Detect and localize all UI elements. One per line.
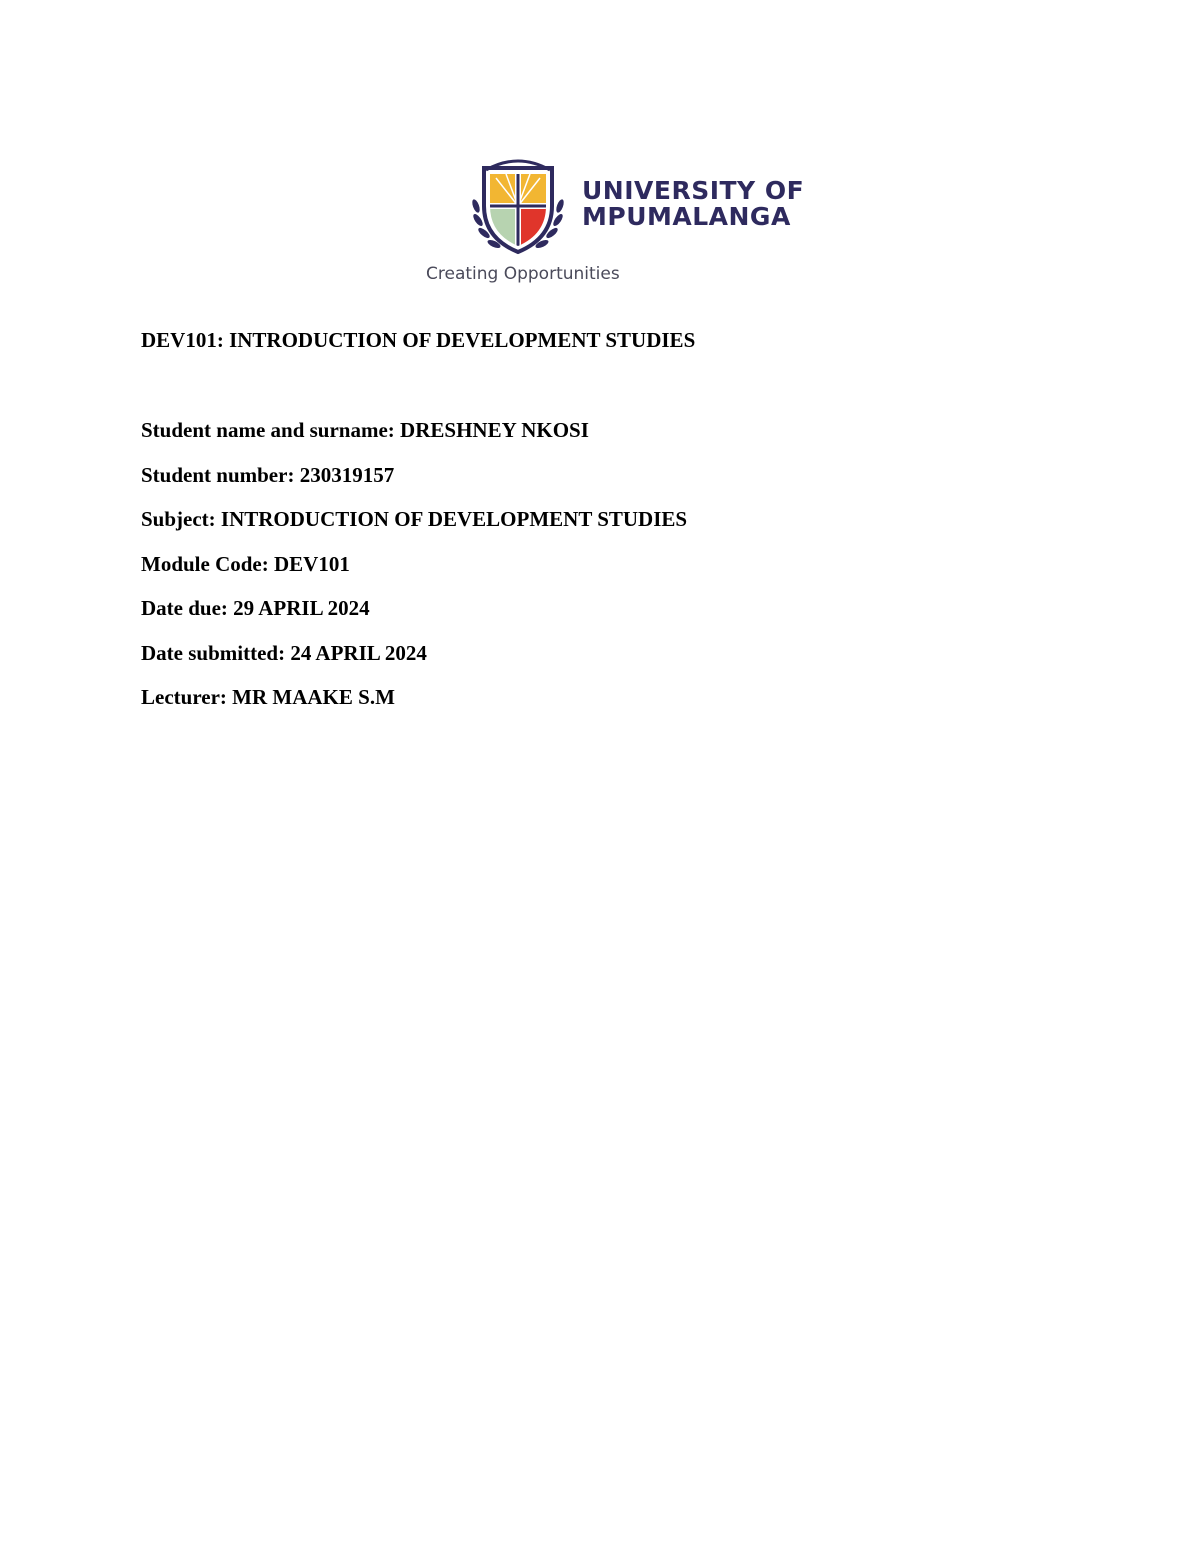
university-crest-icon — [466, 158, 570, 258]
field-student-number — [141, 463, 394, 488]
field-label: Date submitted: — [141, 641, 286, 665]
field-value: 230319157 — [299, 463, 395, 487]
field-label: Student number: — [141, 463, 295, 487]
university-name — [582, 178, 804, 230]
field-value: 29 APRIL 2024 — [233, 596, 370, 620]
field-value: MR MAAKE S.M — [232, 685, 395, 709]
field-value: DRESHNEY NKOSI — [400, 418, 589, 442]
field-subject — [141, 507, 687, 532]
field-date-submitted — [141, 641, 427, 666]
field-module-code — [141, 552, 350, 577]
field-label: Date due: — [141, 596, 228, 620]
field-value: DEV101 — [274, 552, 350, 576]
field-date-due — [141, 596, 370, 621]
field-value: 24 APRIL 2024 — [290, 641, 427, 665]
university-name-line1: UNIVERSITY OF — [582, 176, 805, 205]
university-tagline: Creating Opportunities — [426, 264, 620, 284]
university-name-line2: MPUMALANGA — [582, 202, 791, 231]
field-label: Student name and surname: — [141, 418, 395, 442]
document-title: DEV101: INTRODUCTION OF DEVELOPMENT STUDIES — [141, 328, 696, 352]
field-value: INTRODUCTION OF DEVELOPMENT STUDIES — [220, 507, 688, 531]
field-student-name — [141, 418, 589, 443]
field-label: Subject: — [141, 507, 216, 531]
field-lecturer — [141, 685, 395, 710]
field-label: Module Code: — [141, 552, 269, 576]
university-logo — [420, 158, 805, 298]
field-label: Lecturer: — [141, 685, 227, 709]
